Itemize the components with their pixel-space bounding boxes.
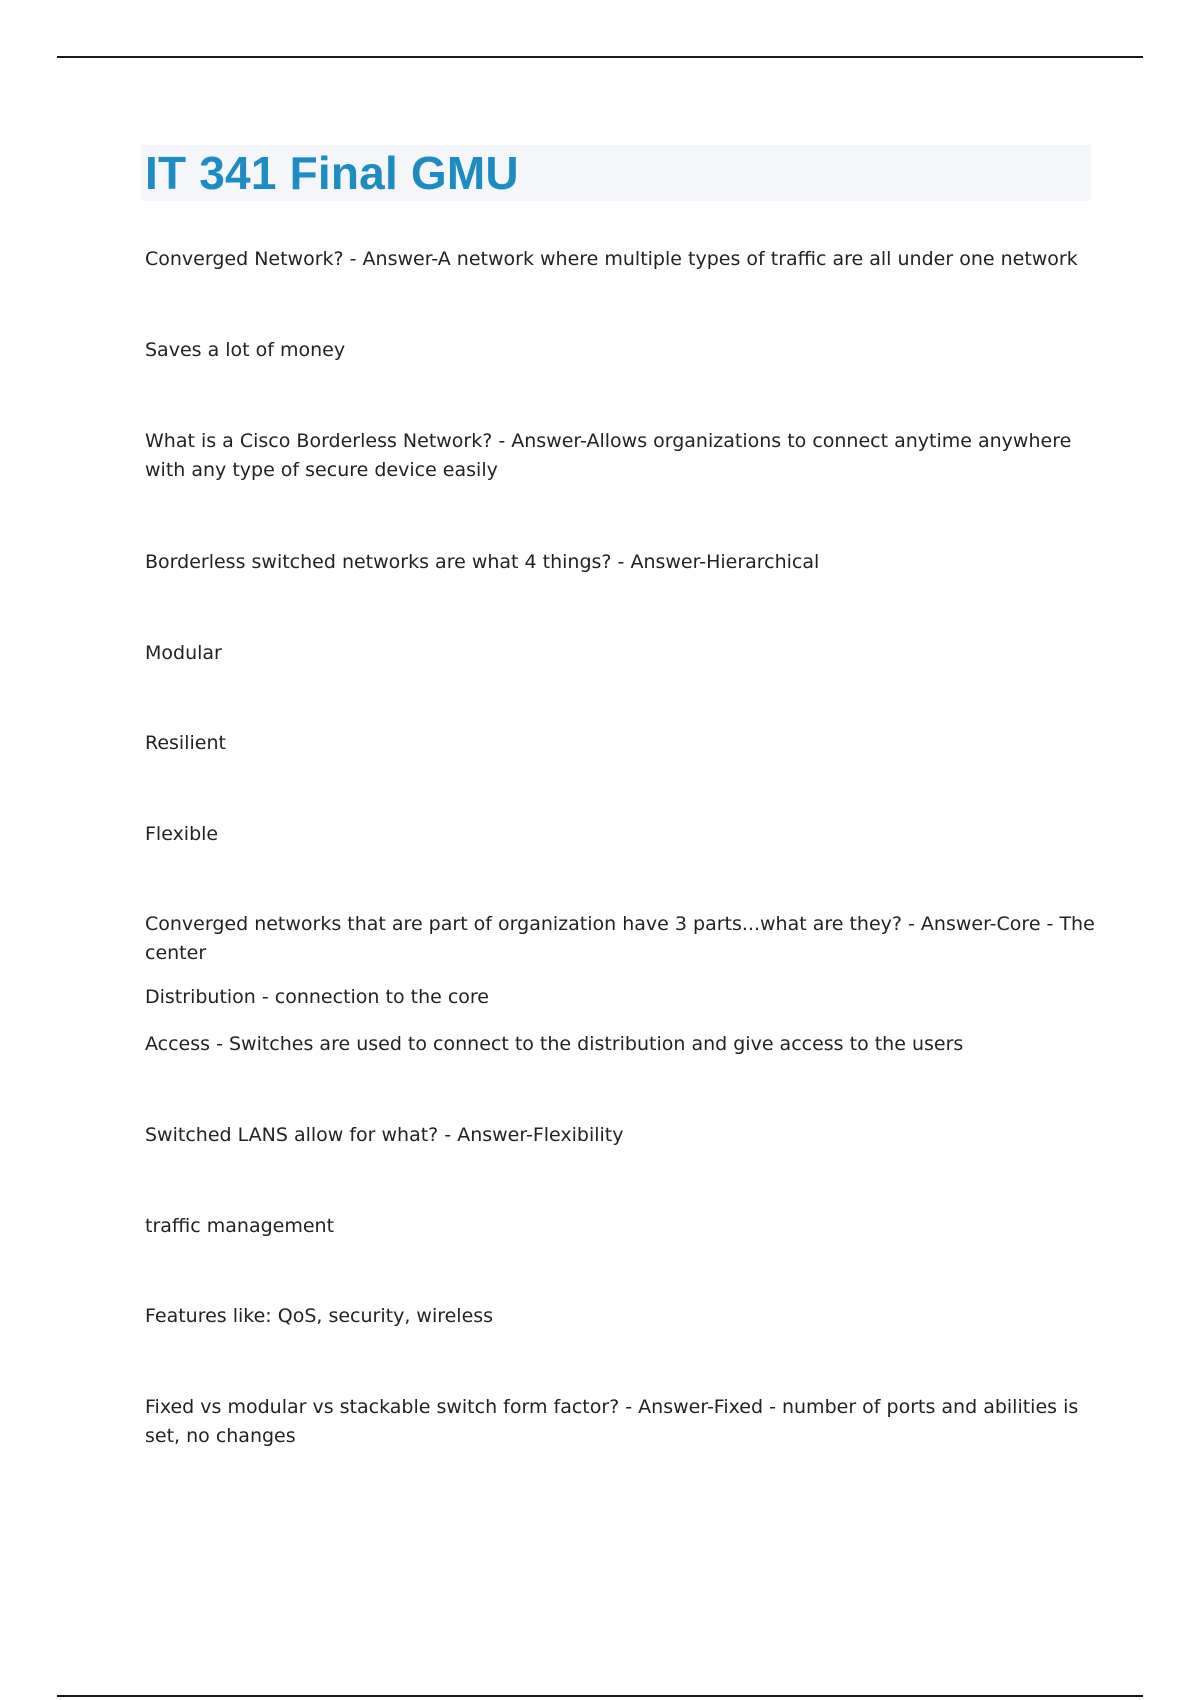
qa-line-borderless-network: What is a Cisco Borderless Network? - Answer-Allows organizations to connect anytime anywhere with any type of secure device easily: [145, 430, 1072, 481]
qa-line-borderless-switched: Borderless switched networks are what 4 things? - Answer-Hierarchical: [145, 551, 820, 573]
document-title: IT 341 Final GMU: [145, 147, 519, 199]
qa-line-traffic-management: traffic management: [145, 1215, 335, 1237]
qa-line-converged-network: Converged Network? - Answer-A network where multiple types of traffic are all under one network: [145, 248, 1078, 270]
qa-line-flexible: Flexible: [145, 823, 219, 845]
footer-rule: [57, 1695, 1143, 1697]
qa-line-resilient: Resilient: [145, 732, 226, 754]
qa-line-switched-lans: Switched LANS allow for what? - Answer-Flexibility: [145, 1124, 624, 1146]
qa-line-form-factor: Fixed vs modular vs stackable switch form factor? - Answer-Fixed - number of ports and abilities is set, no changes: [145, 1396, 1079, 1447]
qa-line-converged-parts: Converged networks that are part of organization have 3 parts...what are they? - Answer-Core - The center: [145, 913, 1095, 964]
header-rule: [57, 56, 1143, 58]
qa-line-saves-money: Saves a lot of money: [145, 339, 346, 361]
qa-line-distribution: Distribution - connection to the core: [145, 986, 489, 1008]
qa-line-features: Features like: QoS, security, wireless: [145, 1305, 494, 1327]
qa-line-access: Access - Switches are used to connect to the distribution and give access to the users: [145, 1033, 964, 1055]
qa-line-modular: Modular: [145, 642, 222, 664]
